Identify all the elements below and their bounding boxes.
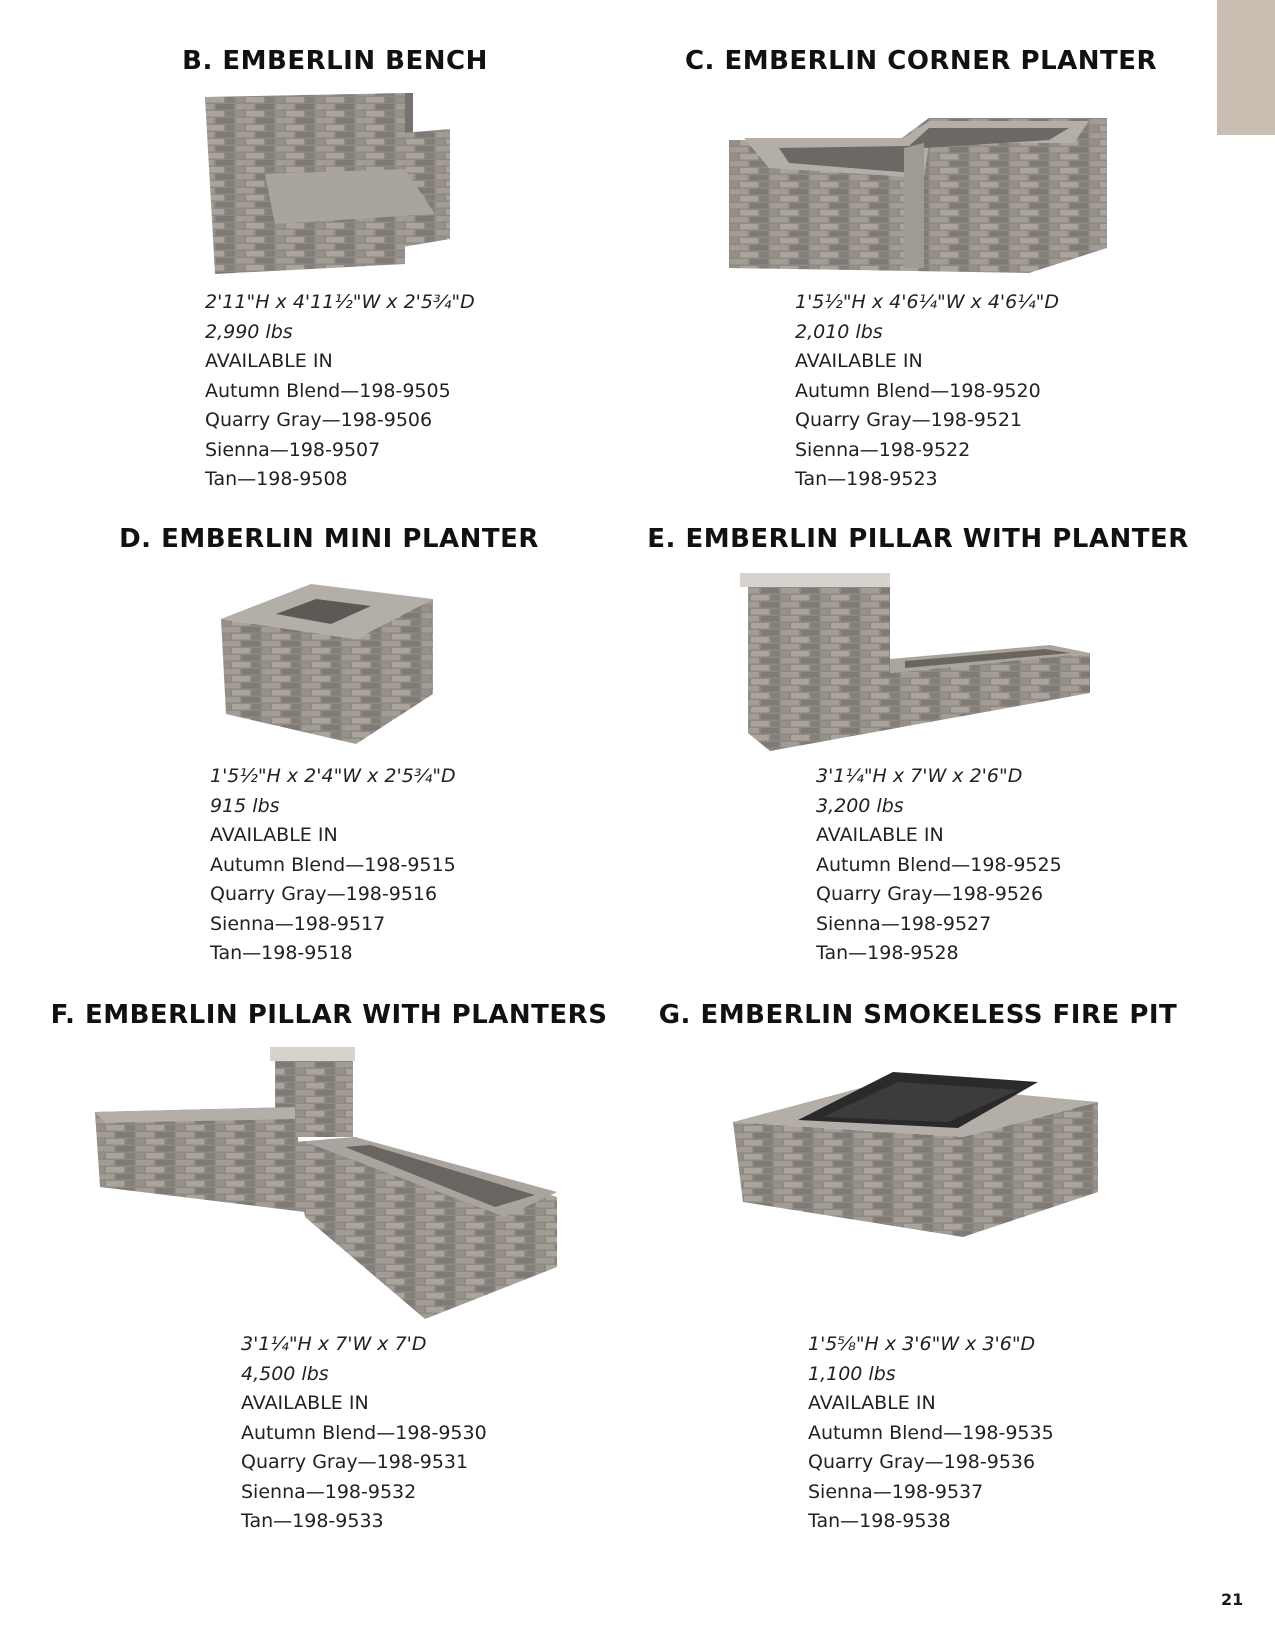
product-title-pillar-planter: E. EMBERLIN PILLAR WITH PLANTER: [647, 524, 1189, 554]
dimensions: 3'1¼"H x 7'W x 2'6"D: [816, 765, 1023, 787]
product-specs-pillar-planter: [816, 762, 1062, 969]
color-option: Autumn Blend—198-9505: [205, 379, 451, 402]
dimensions: 1'5½"H x 2'4"W x 2'5¾"D: [210, 765, 456, 787]
color-option: Tan—198-9523: [795, 468, 938, 490]
color-option: Quarry Gray—198-9531: [241, 1451, 469, 1473]
color-option: Autumn Blend—198-9535: [808, 1421, 1054, 1444]
mini-planter-image: [221, 584, 436, 749]
color-option: Autumn Blend—198-9525: [816, 853, 1062, 876]
color-option: Tan—198-9508: [205, 468, 348, 490]
product-title-pillar-planters: F. EMBERLIN PILLAR WITH PLANTERS: [50, 1000, 608, 1030]
product-title-bench: B. EMBERLIN BENCH: [182, 46, 488, 76]
weight: 3,200 lbs: [816, 794, 904, 817]
product-specs-bench: [205, 288, 475, 495]
corner-planter-image: [729, 118, 1109, 276]
color-option: Quarry Gray—198-9526: [816, 883, 1044, 905]
pillar-planter-image: [740, 573, 1092, 753]
color-option: Tan—198-9533: [241, 1510, 384, 1532]
color-option: Autumn Blend—198-9515: [210, 853, 456, 876]
available-label: AVAILABLE IN: [795, 350, 923, 372]
weight: 2,010 lbs: [795, 320, 883, 343]
color-option: Autumn Blend—198-9530: [241, 1421, 487, 1444]
color-option: Sienna—198-9507: [205, 438, 381, 461]
product-specs-pillar-planters: [241, 1330, 487, 1537]
available-label: AVAILABLE IN: [205, 350, 333, 372]
dimensions: 1'5⅝"H x 3'6"W x 3'6"D: [808, 1333, 1036, 1355]
product-title-corner-planter: C. EMBERLIN CORNER PLANTER: [684, 46, 1158, 76]
available-label: AVAILABLE IN: [816, 824, 944, 846]
product-title-fire-pit: G. EMBERLIN SMOKELESS FIRE PIT: [658, 1000, 1178, 1030]
available-label: AVAILABLE IN: [241, 1392, 369, 1414]
pillar-planters-image: [95, 1047, 560, 1322]
weight: 1,100 lbs: [808, 1362, 896, 1385]
weight: 2,990 lbs: [205, 320, 293, 343]
available-label: AVAILABLE IN: [808, 1392, 936, 1414]
color-option: Quarry Gray—198-9521: [795, 409, 1023, 431]
product-specs-mini-planter: [210, 762, 456, 969]
color-option: Tan—198-9518: [210, 942, 353, 964]
weight: 915 lbs: [210, 794, 280, 817]
fire-pit-image: [733, 1062, 1099, 1238]
color-option: Quarry Gray—198-9516: [210, 883, 438, 905]
color-option: Sienna—198-9522: [795, 438, 971, 461]
color-option: Sienna—198-9532: [241, 1480, 417, 1503]
color-option: Sienna—198-9537: [808, 1480, 984, 1503]
dimensions: 1'5½"H x 4'6¼"W x 4'6¼"D: [795, 291, 1060, 313]
weight: 4,500 lbs: [241, 1362, 329, 1385]
dimensions: 3'1¼"H x 7'W x 7'D: [241, 1333, 427, 1355]
dimensions: 2'11"H x 4'11½"W x 2'5¾"D: [205, 291, 475, 313]
color-option: Quarry Gray—198-9506: [205, 409, 433, 431]
color-option: Tan—198-9538: [808, 1510, 951, 1532]
product-specs-corner-planter: [795, 288, 1059, 495]
color-option: Tan—198-9528: [816, 942, 959, 964]
bench-image: [195, 89, 475, 279]
color-option: Quarry Gray—198-9536: [808, 1451, 1036, 1473]
product-title-mini-planter: D. EMBERLIN MINI PLANTER: [119, 524, 539, 554]
color-option: Sienna—198-9527: [816, 912, 992, 935]
available-label: AVAILABLE IN: [210, 824, 338, 846]
product-specs-fire-pit: [808, 1330, 1054, 1537]
page-number: 21: [1221, 1590, 1244, 1609]
color-option: Sienna—198-9517: [210, 912, 386, 935]
section-tab: [1217, 0, 1275, 135]
color-option: Autumn Blend—198-9520: [795, 379, 1041, 402]
